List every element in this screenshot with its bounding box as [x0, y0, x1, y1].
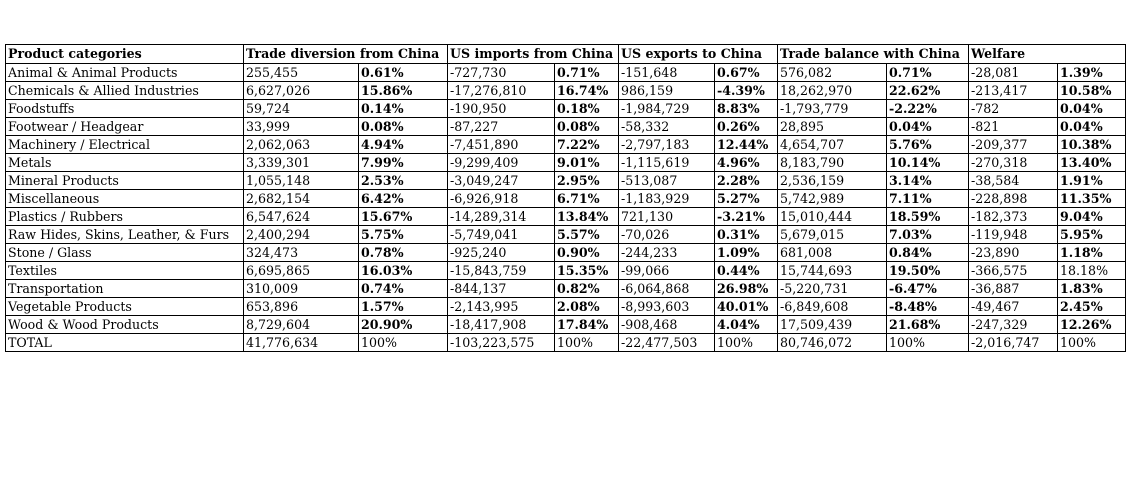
- table-row: [6, 100, 1126, 118]
- value-cell: 18,262,970: [778, 82, 887, 100]
- value-cell: 6,547,624: [244, 208, 359, 226]
- value-cell: 5,742,989: [778, 190, 887, 208]
- percent-cell: 0.26%: [715, 118, 778, 136]
- percent-cell: 5.76%: [887, 136, 969, 154]
- value-cell: -6,926,918: [448, 190, 555, 208]
- percent-cell: 7.03%: [887, 226, 969, 244]
- percent-cell: 9.04%: [1058, 208, 1126, 226]
- category-cell: Plastics / Rubbers: [6, 208, 244, 226]
- percent-cell: 0.71%: [555, 64, 619, 82]
- category-cell: Textiles: [6, 262, 244, 280]
- value-cell: 681,008: [778, 244, 887, 262]
- percent-cell: 0.44%: [715, 262, 778, 280]
- value-cell: -38,584: [969, 172, 1058, 190]
- percent-cell: 3.14%: [887, 172, 969, 190]
- header-row: [6, 45, 1126, 64]
- value-cell: 28,895: [778, 118, 887, 136]
- value-cell: -1,984,729: [619, 100, 715, 118]
- category-cell: Machinery / Electrical: [6, 136, 244, 154]
- value-cell: -58,332: [619, 118, 715, 136]
- percent-cell: -4.39%: [715, 82, 778, 100]
- percent-cell: 2.28%: [715, 172, 778, 190]
- table-row: [6, 316, 1126, 334]
- value-cell: -3,049,247: [448, 172, 555, 190]
- value-cell: 15,010,444: [778, 208, 887, 226]
- percent-cell: 7.11%: [887, 190, 969, 208]
- category-cell: Miscellaneous: [6, 190, 244, 208]
- percent-cell: 16.74%: [555, 82, 619, 100]
- value-cell: -1,183,929: [619, 190, 715, 208]
- percent-cell: 1.39%: [1058, 64, 1126, 82]
- percent-cell: 100%: [887, 334, 969, 352]
- value-cell: -2,797,183: [619, 136, 715, 154]
- percent-cell: 18.59%: [887, 208, 969, 226]
- value-cell: 255,455: [244, 64, 359, 82]
- category-cell: Chemicals & Allied Industries: [6, 82, 244, 100]
- value-cell: -213,417: [969, 82, 1058, 100]
- category-cell: Footwear / Headgear: [6, 118, 244, 136]
- table-row: [6, 262, 1126, 280]
- percent-cell: 0.71%: [887, 64, 969, 82]
- value-cell: -727,730: [448, 64, 555, 82]
- value-cell: 986,159: [619, 82, 715, 100]
- value-cell: -87,227: [448, 118, 555, 136]
- value-cell: -7,451,890: [448, 136, 555, 154]
- value-cell: -151,648: [619, 64, 715, 82]
- value-cell: -782: [969, 100, 1058, 118]
- value-cell: -5,749,041: [448, 226, 555, 244]
- percent-cell: 0.08%: [359, 118, 448, 136]
- value-cell: -182,373: [969, 208, 1058, 226]
- value-cell: -18,417,908: [448, 316, 555, 334]
- category-cell: Transportation: [6, 280, 244, 298]
- value-cell: -513,087: [619, 172, 715, 190]
- value-cell: 576,082: [778, 64, 887, 82]
- percent-cell: 0.78%: [359, 244, 448, 262]
- percent-cell: 2.53%: [359, 172, 448, 190]
- percent-cell: 100%: [555, 334, 619, 352]
- value-cell: -1,793,779: [778, 100, 887, 118]
- category-cell: Wood & Wood Products: [6, 316, 244, 334]
- header-trade-diversion: Trade diversion from China: [244, 45, 448, 64]
- percent-cell: 15.35%: [555, 262, 619, 280]
- header-product-categories: Product categories: [6, 45, 244, 64]
- table-row: [6, 190, 1126, 208]
- value-cell: -17,276,810: [448, 82, 555, 100]
- percent-cell: 100%: [359, 334, 448, 352]
- percent-cell: 0.04%: [1058, 118, 1126, 136]
- value-cell: -119,948: [969, 226, 1058, 244]
- value-cell: -925,240: [448, 244, 555, 262]
- percent-cell: 0.74%: [359, 280, 448, 298]
- value-cell: 310,009: [244, 280, 359, 298]
- percent-cell: 9.01%: [555, 154, 619, 172]
- value-cell: 721,130: [619, 208, 715, 226]
- percent-cell: 12.44%: [715, 136, 778, 154]
- percent-cell: 5.75%: [359, 226, 448, 244]
- value-cell: 15,744,693: [778, 262, 887, 280]
- value-cell: -1,115,619: [619, 154, 715, 172]
- table-row: [6, 172, 1126, 190]
- value-cell: 41,776,634: [244, 334, 359, 352]
- value-cell: -103,223,575: [448, 334, 555, 352]
- header-trade-balance: Trade balance with China: [778, 45, 969, 64]
- percent-cell: 0.31%: [715, 226, 778, 244]
- table-row: [6, 208, 1126, 226]
- percent-cell: 0.82%: [555, 280, 619, 298]
- value-cell: -36,887: [969, 280, 1058, 298]
- value-cell: -49,467: [969, 298, 1058, 316]
- value-cell: 6,695,865: [244, 262, 359, 280]
- percent-cell: 1.57%: [359, 298, 448, 316]
- value-cell: -22,477,503: [619, 334, 715, 352]
- category-cell: TOTAL: [6, 334, 244, 352]
- percent-cell: 1.18%: [1058, 244, 1126, 262]
- value-cell: -366,575: [969, 262, 1058, 280]
- percent-cell: 0.67%: [715, 64, 778, 82]
- percent-cell: 17.84%: [555, 316, 619, 334]
- value-cell: -6,064,868: [619, 280, 715, 298]
- header-welfare: Welfare: [969, 45, 1126, 64]
- value-cell: -2,143,995: [448, 298, 555, 316]
- value-cell: 8,729,604: [244, 316, 359, 334]
- value-cell: -228,898: [969, 190, 1058, 208]
- value-cell: -23,890: [969, 244, 1058, 262]
- value-cell: 2,062,063: [244, 136, 359, 154]
- table-row: [6, 82, 1126, 100]
- percent-cell: 10.38%: [1058, 136, 1126, 154]
- value-cell: -209,377: [969, 136, 1058, 154]
- percent-cell: 1.09%: [715, 244, 778, 262]
- value-cell: -99,066: [619, 262, 715, 280]
- percent-cell: 2.08%: [555, 298, 619, 316]
- value-cell: 324,473: [244, 244, 359, 262]
- percent-cell: 8.83%: [715, 100, 778, 118]
- percent-cell: 20.90%: [359, 316, 448, 334]
- percent-cell: 2.45%: [1058, 298, 1126, 316]
- table-body: [6, 64, 1126, 352]
- value-cell: -6,849,608: [778, 298, 887, 316]
- table-row: [6, 280, 1126, 298]
- percent-cell: 15.67%: [359, 208, 448, 226]
- value-cell: 653,896: [244, 298, 359, 316]
- percent-cell: 100%: [715, 334, 778, 352]
- percent-cell: 2.95%: [555, 172, 619, 190]
- percent-cell: 100%: [1058, 334, 1126, 352]
- table-row: [6, 118, 1126, 136]
- value-cell: -2,016,747: [969, 334, 1058, 352]
- percent-cell: 10.58%: [1058, 82, 1126, 100]
- percent-cell: -2.22%: [887, 100, 969, 118]
- percent-cell: 4.94%: [359, 136, 448, 154]
- percent-cell: 0.08%: [555, 118, 619, 136]
- percent-cell: 6.71%: [555, 190, 619, 208]
- percent-cell: -3.21%: [715, 208, 778, 226]
- value-cell: 8,183,790: [778, 154, 887, 172]
- header-us-exports: US exports to China: [619, 45, 778, 64]
- percent-cell: 0.90%: [555, 244, 619, 262]
- value-cell: -821: [969, 118, 1058, 136]
- header-us-imports: US imports from China: [448, 45, 619, 64]
- percent-cell: 7.99%: [359, 154, 448, 172]
- percent-cell: 0.18%: [555, 100, 619, 118]
- percent-cell: -8.48%: [887, 298, 969, 316]
- percent-cell: 4.04%: [715, 316, 778, 334]
- value-cell: -5,220,731: [778, 280, 887, 298]
- percent-cell: 5.95%: [1058, 226, 1126, 244]
- category-cell: Stone / Glass: [6, 244, 244, 262]
- table-row: [6, 226, 1126, 244]
- percent-cell: 5.27%: [715, 190, 778, 208]
- value-cell: -247,329: [969, 316, 1058, 334]
- value-cell: 3,339,301: [244, 154, 359, 172]
- value-cell: 2,400,294: [244, 226, 359, 244]
- percent-cell: 18.18%: [1058, 262, 1126, 280]
- percent-cell: 12.26%: [1058, 316, 1126, 334]
- percent-cell: 0.04%: [1058, 100, 1126, 118]
- value-cell: -9,299,409: [448, 154, 555, 172]
- category-cell: Vegetable Products: [6, 298, 244, 316]
- value-cell: 33,999: [244, 118, 359, 136]
- value-cell: 2,682,154: [244, 190, 359, 208]
- value-cell: 6,627,026: [244, 82, 359, 100]
- value-cell: -190,950: [448, 100, 555, 118]
- value-cell: -28,081: [969, 64, 1058, 82]
- percent-cell: 5.57%: [555, 226, 619, 244]
- percent-cell: 0.14%: [359, 100, 448, 118]
- percent-cell: 40.01%: [715, 298, 778, 316]
- value-cell: 5,679,015: [778, 226, 887, 244]
- value-cell: 17,509,439: [778, 316, 887, 334]
- percent-cell: 6.42%: [359, 190, 448, 208]
- percent-cell: 10.14%: [887, 154, 969, 172]
- value-cell: 80,746,072: [778, 334, 887, 352]
- category-cell: Foodstuffs: [6, 100, 244, 118]
- value-cell: -70,026: [619, 226, 715, 244]
- value-cell: -14,289,314: [448, 208, 555, 226]
- percent-cell: 4.96%: [715, 154, 778, 172]
- value-cell: -244,233: [619, 244, 715, 262]
- percent-cell: 19.50%: [887, 262, 969, 280]
- percent-cell: -6.47%: [887, 280, 969, 298]
- value-cell: -270,318: [969, 154, 1058, 172]
- percent-cell: 16.03%: [359, 262, 448, 280]
- percent-cell: 13.84%: [555, 208, 619, 226]
- percent-cell: 1.91%: [1058, 172, 1126, 190]
- percent-cell: 22.62%: [887, 82, 969, 100]
- category-cell: Metals: [6, 154, 244, 172]
- value-cell: -908,468: [619, 316, 715, 334]
- category-cell: Mineral Products: [6, 172, 244, 190]
- percent-cell: 15.86%: [359, 82, 448, 100]
- category-cell: Animal & Animal Products: [6, 64, 244, 82]
- percent-cell: 0.61%: [359, 64, 448, 82]
- value-cell: -15,843,759: [448, 262, 555, 280]
- trade-table: [5, 44, 1126, 352]
- percent-cell: 7.22%: [555, 136, 619, 154]
- percent-cell: 11.35%: [1058, 190, 1126, 208]
- percent-cell: 21.68%: [887, 316, 969, 334]
- percent-cell: 1.83%: [1058, 280, 1126, 298]
- percent-cell: 0.84%: [887, 244, 969, 262]
- table-row: [6, 136, 1126, 154]
- value-cell: -844,137: [448, 280, 555, 298]
- value-cell: 2,536,159: [778, 172, 887, 190]
- value-cell: -8,993,603: [619, 298, 715, 316]
- percent-cell: 26.98%: [715, 280, 778, 298]
- percent-cell: 13.40%: [1058, 154, 1126, 172]
- percent-cell: 0.04%: [887, 118, 969, 136]
- table-row: [6, 298, 1126, 316]
- value-cell: 1,055,148: [244, 172, 359, 190]
- value-cell: 59,724: [244, 100, 359, 118]
- total-row: [6, 334, 1126, 352]
- table-row: [6, 154, 1126, 172]
- table-row: [6, 244, 1126, 262]
- category-cell: Raw Hides, Skins, Leather, & Furs: [6, 226, 244, 244]
- table-row: [6, 64, 1126, 82]
- value-cell: 4,654,707: [778, 136, 887, 154]
